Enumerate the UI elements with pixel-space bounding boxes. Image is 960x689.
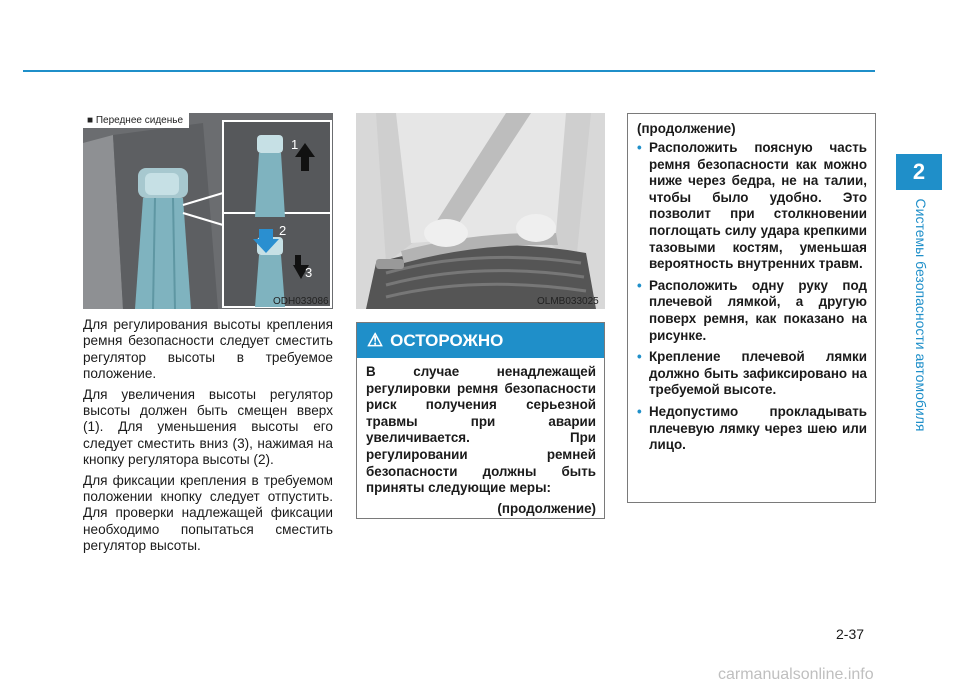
warning-text: В случае ненадлежащей регулировки ремня безопасности риск получения серьезной травмы при аварии увеличивается. При регулировании ремней безопасности должны быть приняты следующие меры: xyxy=(366,364,596,496)
bullet-icon: • xyxy=(637,403,642,419)
figure-code-middle: OLMB033025 xyxy=(537,296,599,307)
caution-continued-box xyxy=(627,113,876,503)
height-adjuster-illustration xyxy=(83,113,333,309)
list-item-text: Крепление плечевой лямки должно быть зафиксировано на требуемой высоте. xyxy=(649,349,867,398)
figure-belt-position xyxy=(356,113,605,309)
chapter-badge: 2 xyxy=(896,154,942,190)
list-item xyxy=(637,140,867,273)
callout-1: 1 xyxy=(291,137,299,152)
bullet-icon: • xyxy=(637,140,642,155)
figure-code-left: ODH033086 xyxy=(273,296,329,307)
page-number: 2-37 xyxy=(836,626,865,642)
body-text xyxy=(83,317,333,559)
watermark: carmanualsonline.info xyxy=(718,666,874,683)
bullet-icon: • xyxy=(637,349,642,365)
list-item-text: Расположить одну руку под плечевой лямкой, а другую поверх ремня, как показано на рисунке. xyxy=(649,277,867,343)
side-title-text: Системы безопасности автомобиля xyxy=(913,198,929,432)
belt-position-illustration xyxy=(356,113,605,309)
warning-triangle-icon: ⚠ xyxy=(367,330,384,350)
figure-tag: ■ Переднее сиденье xyxy=(83,113,189,128)
callout-2: 2 xyxy=(279,223,287,238)
top-rule xyxy=(23,70,875,72)
list-item-text: Расположить поясную часть ремня безопасности как можно ниже через бедра, не на талии, чтобы было удобно. Это позволит при столкновении поглощать силу удара крепкими тазовыми костям, уменьшая вероятность внутренних травм. xyxy=(649,140,867,272)
list-item xyxy=(637,404,867,454)
body-paragraph: Для фиксации крепления в требуемом положении кнопку следует отпустить. Для проверки надлежащей фиксации необходимо попытаться сместить регулятор высоты. xyxy=(83,472,333,554)
bullet-icon: • xyxy=(637,277,642,293)
side-title xyxy=(908,200,934,430)
warning-header xyxy=(357,323,604,358)
list-item xyxy=(637,278,867,344)
figure-height-adjuster xyxy=(83,113,333,309)
warning-box xyxy=(356,322,605,519)
warning-title: ОСТОРОЖНО xyxy=(390,330,504,350)
list-item-text: Недопустимо прокладывать плечевую лямку через шею или лицо. xyxy=(649,403,867,453)
caution-list xyxy=(637,140,867,454)
list-item xyxy=(637,349,867,399)
body-paragraph: Для регулирования высоты крепления ремня безопасности следует сместить регулятор высоты в требуемое положение. xyxy=(83,317,333,382)
warning-continued: (продолжение) xyxy=(497,500,596,516)
caution-continued-header: (продолжение) xyxy=(637,121,736,136)
callout-3: 3 xyxy=(305,265,313,280)
body-paragraph: Для увеличения высоты регулятор высоты должен быть смещен вверх (1). Для уменьшения высоты его следует сместить вниз (3), нажимая на кнопку регулятора высоты (2). xyxy=(83,386,333,468)
